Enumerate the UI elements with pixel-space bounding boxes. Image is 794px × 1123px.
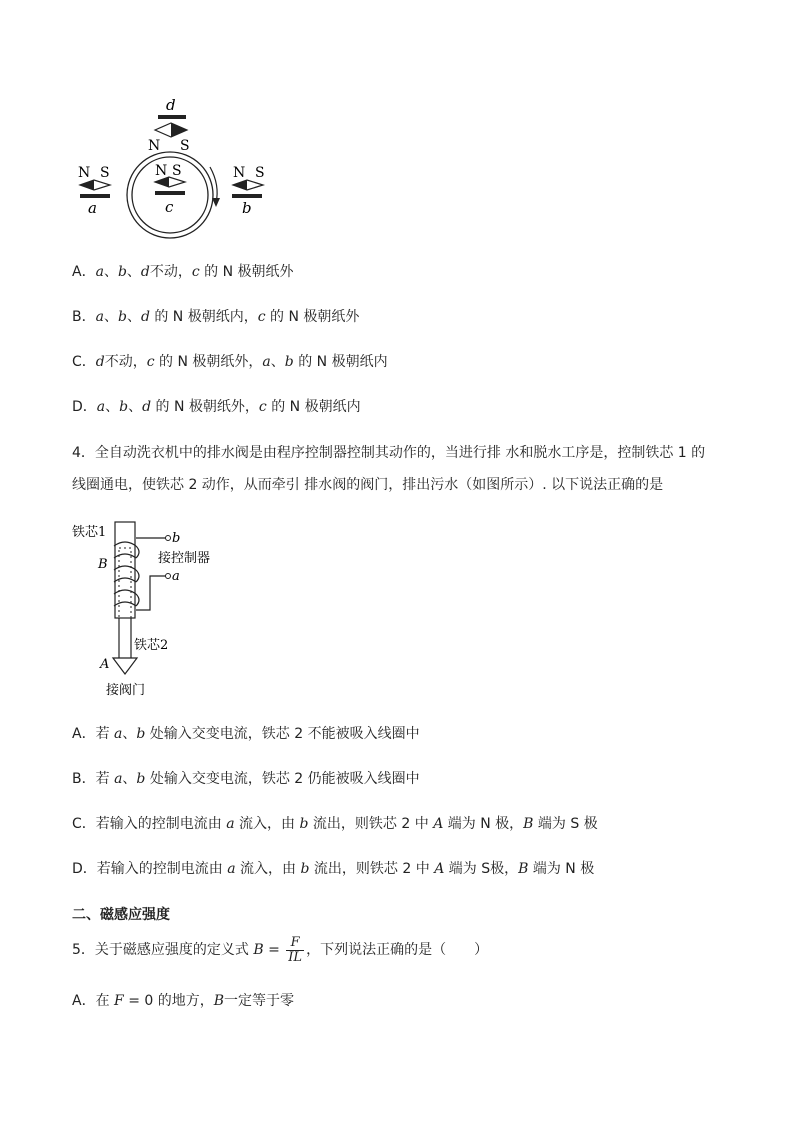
q3-option-a: A．a、b、d不动，c 的 N 极朝纸外 — [72, 264, 294, 280]
label-d: d — [166, 96, 176, 114]
label-a-S: S — [100, 165, 110, 181]
down-arrow — [113, 658, 137, 674]
needle-a-base — [80, 194, 110, 198]
label-core1: 铁芯1 — [72, 525, 107, 540]
q4-option-a: A．若 a、b 处输入交变电流，铁芯 2 不能被吸入线圈中 — [72, 726, 420, 742]
label-controller: 接控制器 — [158, 551, 211, 566]
lead-a — [136, 576, 166, 610]
section-title: 二、磁感应强度 — [72, 907, 170, 923]
label-c-N: N — [155, 163, 168, 179]
label-c: c — [165, 198, 174, 216]
core2-body — [119, 618, 131, 658]
q4-option-d: D．若输入的控制电流由 a 流入，由 b 流出，则铁芯 2 中 A 端为 S极，B 端为 N 极 — [72, 861, 595, 877]
compass-ring-figure — [70, 95, 280, 240]
terminal-b — [166, 536, 171, 541]
label-b: b — [242, 199, 252, 217]
label-c-S: S — [172, 163, 182, 179]
q3-option-b: B．a、b、d 的 N 极朝纸内，c 的 N 极朝纸外 — [72, 309, 360, 325]
q3-option-d: D．a、b、d 的 N 极朝纸外，c 的 N 极朝纸内 — [72, 399, 361, 415]
needle-b-base — [232, 194, 262, 198]
label-a: a — [88, 199, 97, 217]
needle-c-base — [155, 191, 185, 195]
label-b-N: N — [233, 165, 246, 181]
q4-option-c: C．若输入的控制电流由 a 流入，由 b 流出，则铁芯 2 中 A 端为 N 极，B 端为 S 极 — [72, 816, 598, 832]
q3-option-c: C．d不动，c 的 N 极朝纸外，a、b 的 N 极朝纸内 — [72, 354, 388, 370]
solenoid-figure — [70, 518, 250, 703]
label-A: A — [100, 657, 110, 672]
label-a-N: N — [78, 165, 91, 181]
needle-d-base — [158, 115, 186, 119]
label-d-N: N — [148, 138, 161, 154]
q4-option-b: B．若 a、b 处输入交变电流，铁芯 2 仍能被吸入线圈中 — [72, 771, 420, 787]
label-d-S: S — [180, 138, 190, 154]
terminal-a — [166, 574, 171, 579]
q4-stem-line2: 线圈通电，使铁芯 2 动作，从而牵引 排水阀的阀门，排出污水（如图所示）. 以下说法正确的是 — [72, 477, 664, 493]
label-valve: 接阀门 — [106, 683, 146, 698]
label-a-terminal: a — [172, 569, 180, 584]
fraction-F-over-IL: $\frac{F}{IL}$ — [288, 934, 303, 965]
q5-option-a: A．在 F = 0 的地方，B一定等于零 — [72, 993, 295, 1009]
label-b-S: S — [255, 165, 265, 181]
label-b-terminal: b — [172, 531, 181, 546]
label-core2: 铁芯2 — [134, 638, 169, 653]
q4-stem-line1: 4．全自动洗衣机中的排水阀是由程序控制器控制其动作的，当进行排 水和脱水工序是，控制铁芯 1 的 — [72, 445, 706, 461]
q5-stem: 5．关于磁感应强度的定义式 B = $\frac{F}{IL}$ ，下列说法正确的是（ ） — [72, 934, 489, 965]
label-B: B — [98, 557, 108, 572]
